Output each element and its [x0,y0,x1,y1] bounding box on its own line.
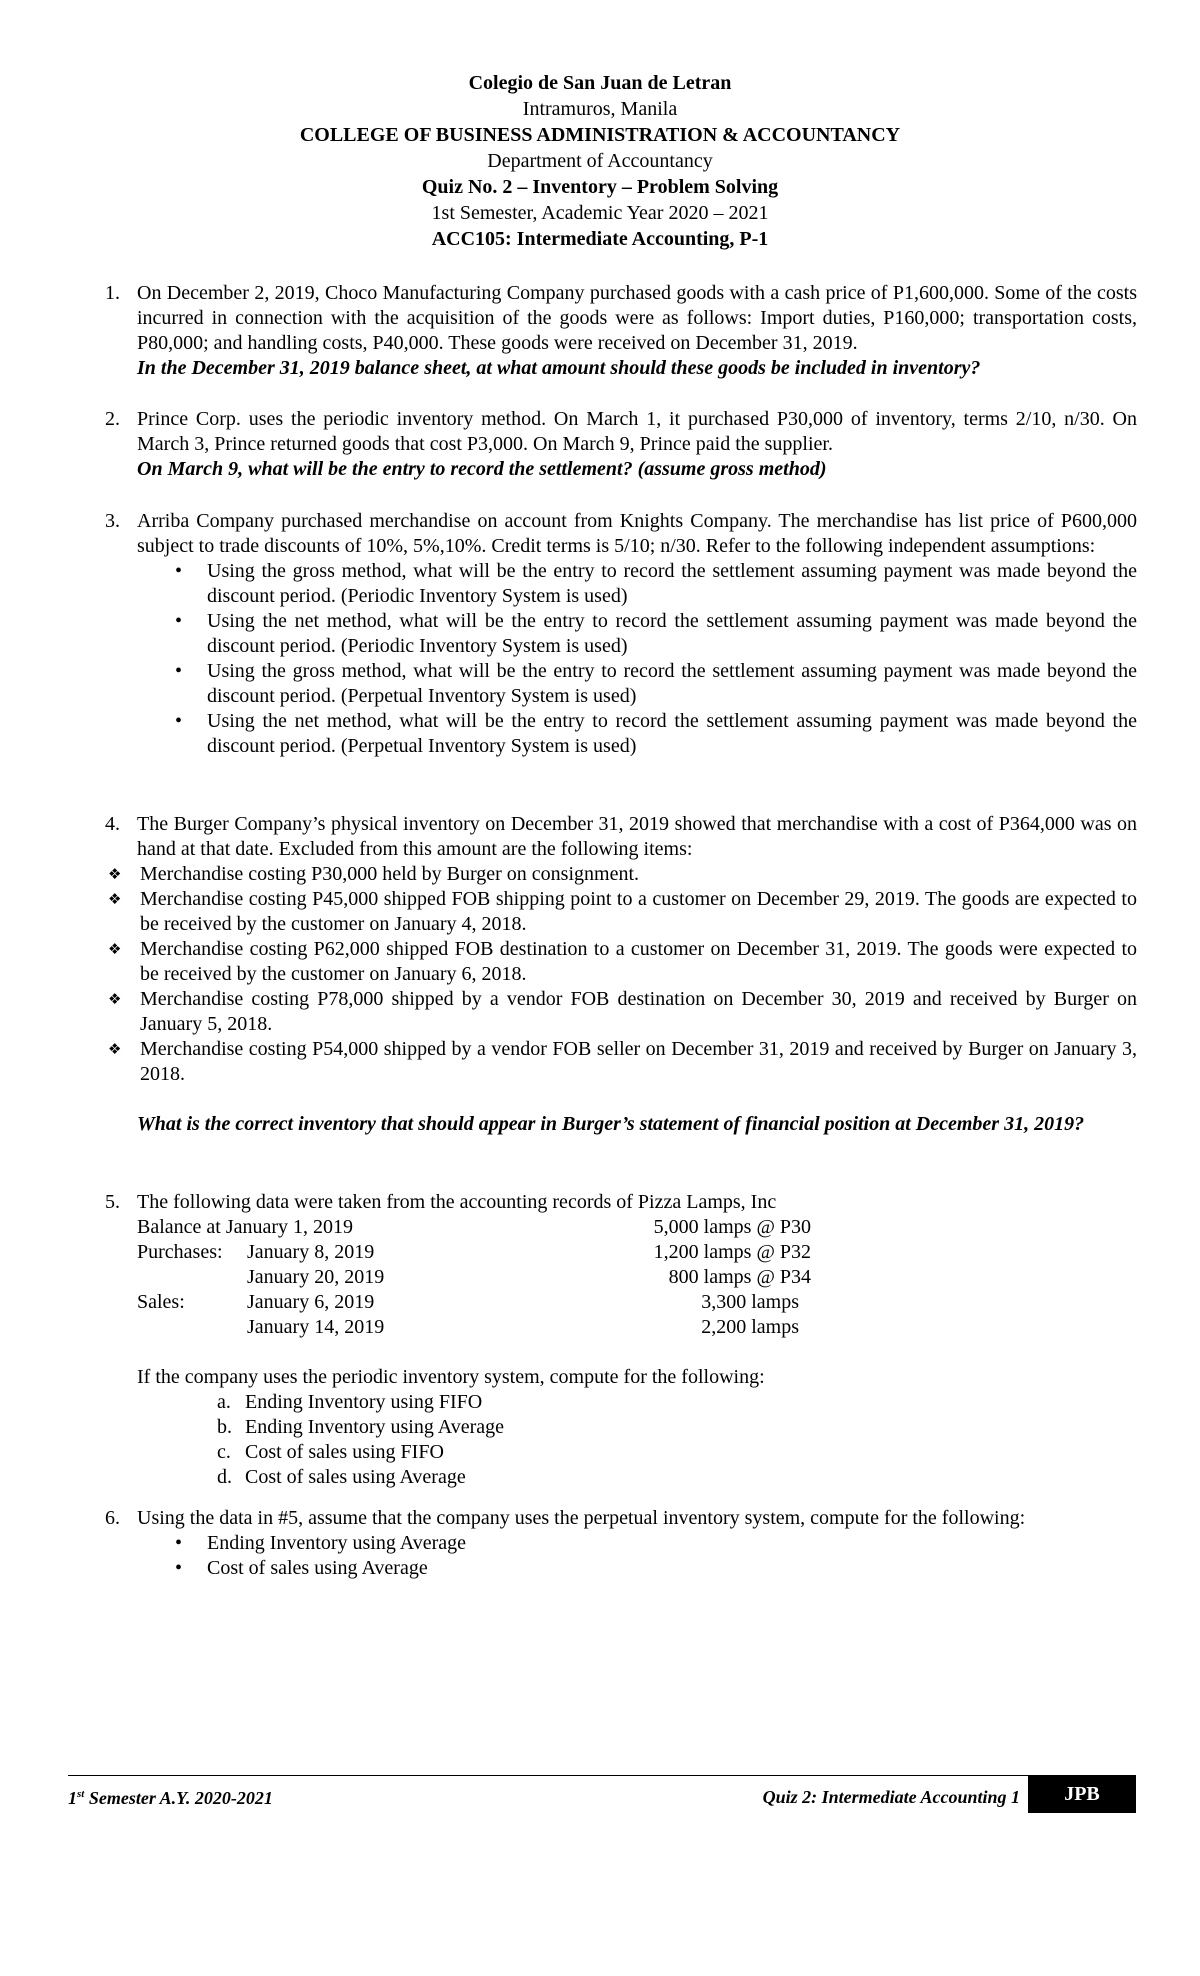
question-number: 1. [105,282,120,304]
question-6 [105,1506,1137,1581]
row-label [137,1315,247,1340]
school-name: Colegio de San Juan de Letran [468,72,732,94]
question-text: Prince Corp. uses the periodic inventory method. On March 1, it purchased P30,000 of inventory, terms 2/10, n/30. On March 3, Prince returned goods that cost P3,000. On March 9, Prince paid the supplier. [137,408,1137,455]
footer-semester: 1st Semester A.Y. 2020-2021 [68,1788,273,1808]
list-item: b. Ending Inventory using Average [217,1416,505,1438]
row-value: 2,200 lamps [701,1316,799,1338]
question-number: 4. [105,813,120,835]
question-2 [105,407,1137,482]
question-text: Using the data in #5, assume that the company uses the perpetual inventory system, compute for the following: [137,1507,1026,1529]
row-label: Balance at January 1, 2019 [137,1216,354,1238]
footer-quiz-title: Quiz 2: Intermediate Accounting 1 [762,1787,1020,1807]
question-instruction: If the company uses the periodic inventory system, compute for the following: [137,1366,765,1388]
row-label [137,1265,247,1290]
list-item: ❖ Merchandise costing P54,000 shipped by a vendor FOB seller on December 31, 2019 and received by Burger on January 3, 2018. [108,1038,1137,1085]
list-item: • Using the gross method, what will be the entry to record the settlement assuming payment was made beyond the discount period. (Periodic Inventory System is used) [175,560,1137,607]
question-number: 5. [105,1191,120,1213]
question-prompt: On March 9, what will be the entry to record the settlement? (assume gross method) [137,458,827,480]
compute-list [137,1531,1137,1581]
list-item: ❖ Merchandise costing P78,000 shipped by a vendor FOB destination on December 30, 2019 and received by Burger on January 5, 2018. [108,988,1137,1035]
question-number: 3. [105,510,120,532]
table-row [137,1240,811,1265]
question-prompt: In the December 31, 2019 balance sheet, at what amount should these goods be included in inventory? [137,357,981,379]
list-item: • Cost of sales using Average [175,1557,428,1579]
assumption-list [137,559,1137,759]
list-item: • Using the gross method, what will be the entry to record the settlement assuming payment was made beyond the discount period. (Perpetual Inventory System is used) [175,660,1137,707]
diamond-bullet-icon: ❖ [108,990,122,1008]
row-value: 5,000 lamps @ P30 [653,1216,811,1238]
excluded-items-list [108,862,1137,1087]
row-date: January 8, 2019 [247,1241,375,1263]
footer-initials-badge: JPB [1028,1775,1136,1813]
document-header [0,70,1200,252]
row-date: January 6, 2019 [247,1291,375,1313]
semester-line: 1st Semester, Academic Year 2020 – 2021 [431,202,769,224]
list-item: c. Cost of sales using FIFO [217,1441,444,1463]
question-text: On December 2, 2019, Choco Manufacturing Company purchased goods with a cash price of P1,600,000. Some of the costs incurred in connection with the acquisition of the goods were as follows: Import duties, P160,000; transportation costs, P80,000; and handling costs, P40,000. These goods were received on December 31, 2019. [137,282,1137,354]
question-number: 2. [105,408,120,430]
diamond-bullet-icon: ❖ [108,1040,122,1058]
question-1 [105,281,1137,381]
school-location: Intramuros, Manila [522,98,678,120]
list-item: ❖ Merchandise costing P62,000 shipped FOB destination to a customer on December 31, 2019. The goods were expected to be received by the customer on January 6, 2018. [108,938,1137,985]
question-text: Arriba Company purchased merchandise on account from Knights Company. The merchandise has list price of P600,000 subject to trade discounts of 10%, 5%,10%. Credit terms is 5/10; n/30. Refer to the following independent assumptions: [137,510,1137,557]
inventory-data-table [137,1215,811,1340]
diamond-bullet-icon: ❖ [108,890,122,908]
question-3 [105,509,1137,759]
row-value: 800 lamps @ P34 [668,1266,811,1288]
row-date: January 14, 2019 [247,1316,385,1338]
row-label: Purchases: [137,1241,223,1263]
question-text: The Burger Company’s physical inventory on December 31, 2019 showed that merchandise with a cost of P364,000 was on hand at that date. Excluded from this amount are the following items: [137,813,1137,860]
list-item: • Using the net method, what will be the entry to record the settlement assuming payment was made beyond the discount period. (Periodic Inventory System is used) [175,610,1137,657]
quiz-title: Quiz No. 2 – Inventory – Problem Solving [421,176,779,198]
college-name: COLLEGE OF BUSINESS ADMINISTRATION & ACCOUNTANCY [299,124,901,146]
diamond-bullet-icon: ❖ [108,940,122,958]
list-item: • Ending Inventory using Average [175,1532,467,1554]
list-item: d. Cost of sales using Average [217,1466,466,1488]
row-label: Sales: [137,1291,185,1313]
question-prompt: What is the correct inventory that should appear in Burger’s statement of financial position at December 31, 2019? [137,1113,1085,1135]
list-item: • Using the net method, what will be the entry to record the settlement assuming payment was made beyond the discount period. (Perpetual Inventory System is used) [175,710,1137,757]
compute-list [137,1390,1137,1490]
list-item: ❖ Merchandise costing P30,000 held by Burger on consignment. [108,863,640,885]
question-number: 6. [105,1507,120,1529]
table-row [137,1215,811,1240]
course-title: ACC105: Intermediate Accounting, P-1 [431,228,769,250]
row-value: 3,300 lamps [701,1291,799,1313]
question-4 [105,812,1137,1137]
row-date: January 20, 2019 [247,1266,385,1288]
question-5 [105,1190,1137,1490]
table-row [137,1315,811,1340]
table-row [137,1290,811,1315]
list-item: a. Ending Inventory using FIFO [217,1391,483,1413]
row-value: 1,200 lamps @ P32 [653,1241,811,1263]
diamond-bullet-icon: ❖ [108,865,122,883]
question-text: The following data were taken from the accounting records of Pizza Lamps, Inc [137,1191,777,1213]
department-name: Department of Accountancy [487,150,713,172]
footer-divider [68,1775,1136,1776]
list-item: ❖ Merchandise costing P45,000 shipped FOB shipping point to a customer on December 29, 2019. The goods are expected to be received by the customer on January 4, 2018. [108,888,1137,935]
table-row [137,1265,811,1290]
